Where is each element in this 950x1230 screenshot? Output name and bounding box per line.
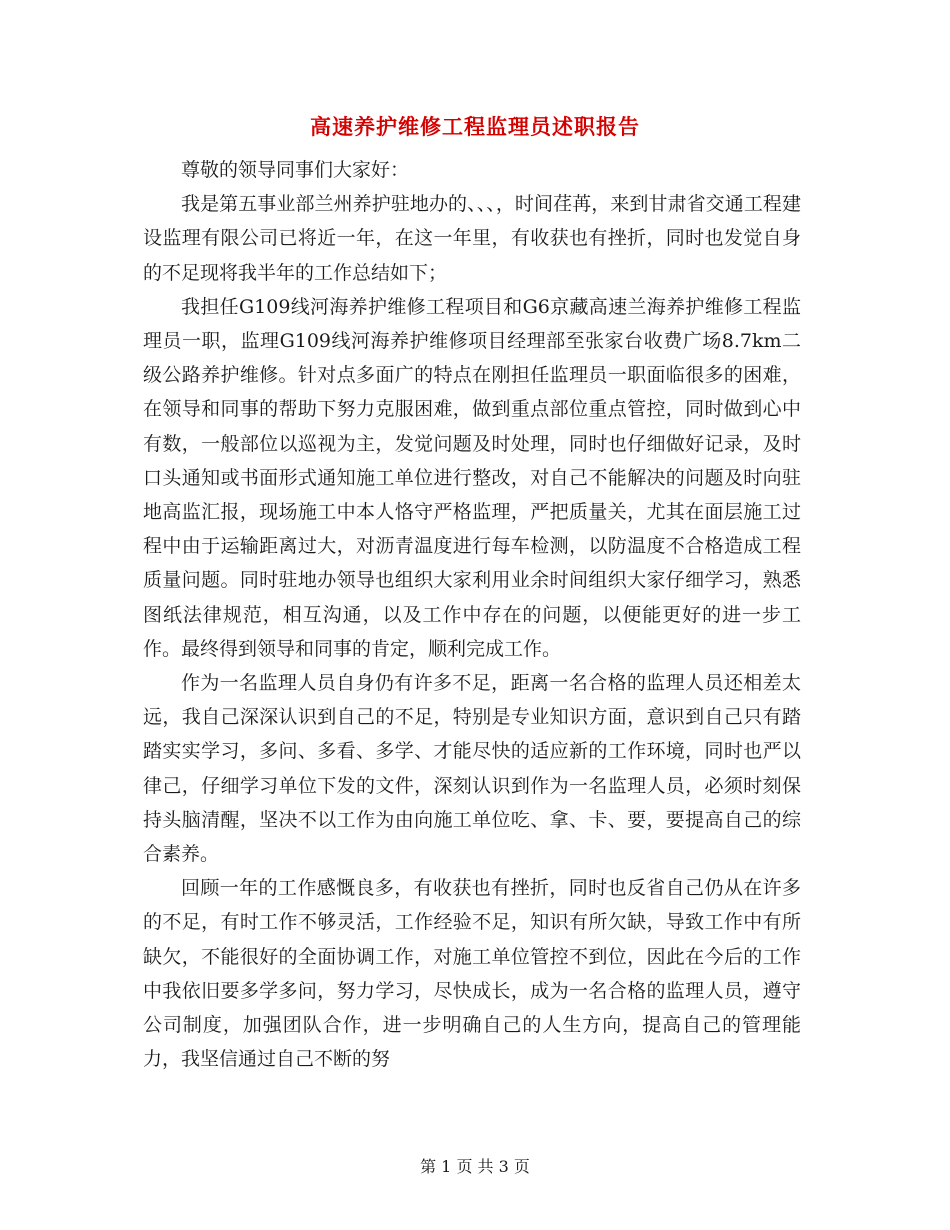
paragraph-review: 回顾一年的工作感慨良多，有收获也有挫折，同时也反省自己仍从在许多的不足，有时工作不够灵活，工作经验不足，知识有所欠缺，导致工作中有所缺欠，不能很好的全面协调工作，对施工单位管控不到位，因此在今后的工作中我依旧要多学多问，努力学习，尽快成长，成为一名合格的监理人员，遵守公司制度，加强团队合作，进一步明确自己的人生方向，提高自己的管理能力，我坚信通过自己不断的努 [143,877,801,1071]
document-title: 高速养护维修工程监理员述职报告 [310,114,640,139]
paragraph-greeting: 尊敬的领导同事们大家好： [181,159,410,181]
document-body [143,153,801,1076]
paragraph-intro: 我是第五事业部兰州养护驻地办的、、、，时间荏苒，来到甘肃省交通工程建设监理有限公司已将近一年，在这一年里，有收获也有挫折，同时也发觉自身的不足现将我半年的工作总结如下； [143,193,801,284]
paragraph-self-assessment: 作为一名监理人员自身仍有许多不足，距离一名合格的监理人员还相差太远，我自己深深认识到自己的不足，特别是专业知识方面，意识到自己只有踏踏实实学习，多问、多看、多学、才能尽快的适应新的工作环境，同时也严以律己，仔细学习单位下发的文件，深刻认识到作为一名监理人员，必须时刻保持头脑清醒，坚决不以工作为由向施工单位吃、拿、卡、要，要提高自己的综合素养。 [143,672,801,866]
paragraph-work-duties: 我担任G109线河海养护维修工程项目和G6京藏高速兰海养护维修工程监理员一职，监理G109线河海养护维修项目经理部至张家台收费广场8.7km二级公路养护维修。针对点多面广的特点在刚担任监理员一职面临很多的困难，在领导和同事的帮助下努力克服困难，做到重点部位重点管控，同时做到心中有数，一般部位以巡视为主，发觉问题及时处理，同时也仔细做好记录，及时口头通知或书面形式通知施工单位进行整改，对自己不能解决的问题及时向驻地高监汇报，现场施工中本人恪守严格监理，严把质量关，尤其在面层施工过程中由于运输距离过大，对沥青温度进行每车检测，以防温度不合格造成工程质量问题。同时驻地办领导也组织大家利用业余时间组织大家仔细学习，熟悉图纸法律规范，相互沟通，以及工作中存在的问题，以便能更好的进一步工作。最终得到领导和同事的肯定，顺利完成工作。 [143,295,801,660]
page-number-footer: 第 1 页 共 3 页 [420,1157,530,1176]
